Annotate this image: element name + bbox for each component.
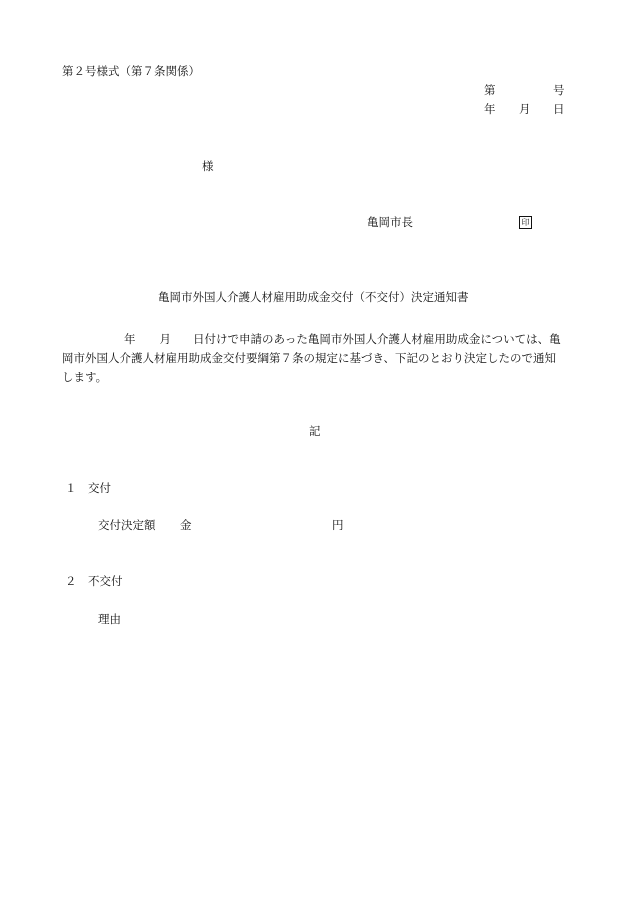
- date-day: 日: [553, 102, 565, 116]
- doc-number-go: 号: [553, 83, 565, 97]
- amount-yen: 円: [332, 518, 344, 532]
- seal-mark: 印: [519, 216, 532, 229]
- ki-label: 記: [309, 424, 321, 438]
- date-year: 年: [484, 102, 496, 116]
- date-month: 月: [519, 102, 531, 116]
- issuer-name: 亀岡市長: [367, 215, 413, 229]
- section2-heading: ２ 不交付: [65, 574, 123, 588]
- doc-number-dai: 第: [484, 83, 496, 97]
- body-line3: します。: [62, 370, 108, 384]
- body-paragraph: [62, 330, 570, 387]
- body-year: 年: [124, 332, 136, 346]
- amount-kin: 金: [180, 518, 192, 532]
- body-line2: 岡市外国人介護人材雇用助成金交付要綱第７条の規定に基づき、下記のとおり決定したので通知: [62, 351, 557, 365]
- document-title: 亀岡市外国人介護人材雇用助成金交付（不交付）決定通知書: [158, 290, 469, 304]
- reason-label: 理由: [98, 612, 121, 626]
- form-number: 第２号様式（第７条関係）: [62, 64, 200, 78]
- body-month: 月: [159, 332, 171, 346]
- amount-label: 交付決定額: [98, 518, 156, 532]
- body-line1: 日付けで申請のあった亀岡市外国人介護人材雇用助成金については、亀: [193, 332, 561, 346]
- addressee-suffix: 様: [202, 159, 214, 173]
- section1-heading: １ 交付: [65, 481, 111, 495]
